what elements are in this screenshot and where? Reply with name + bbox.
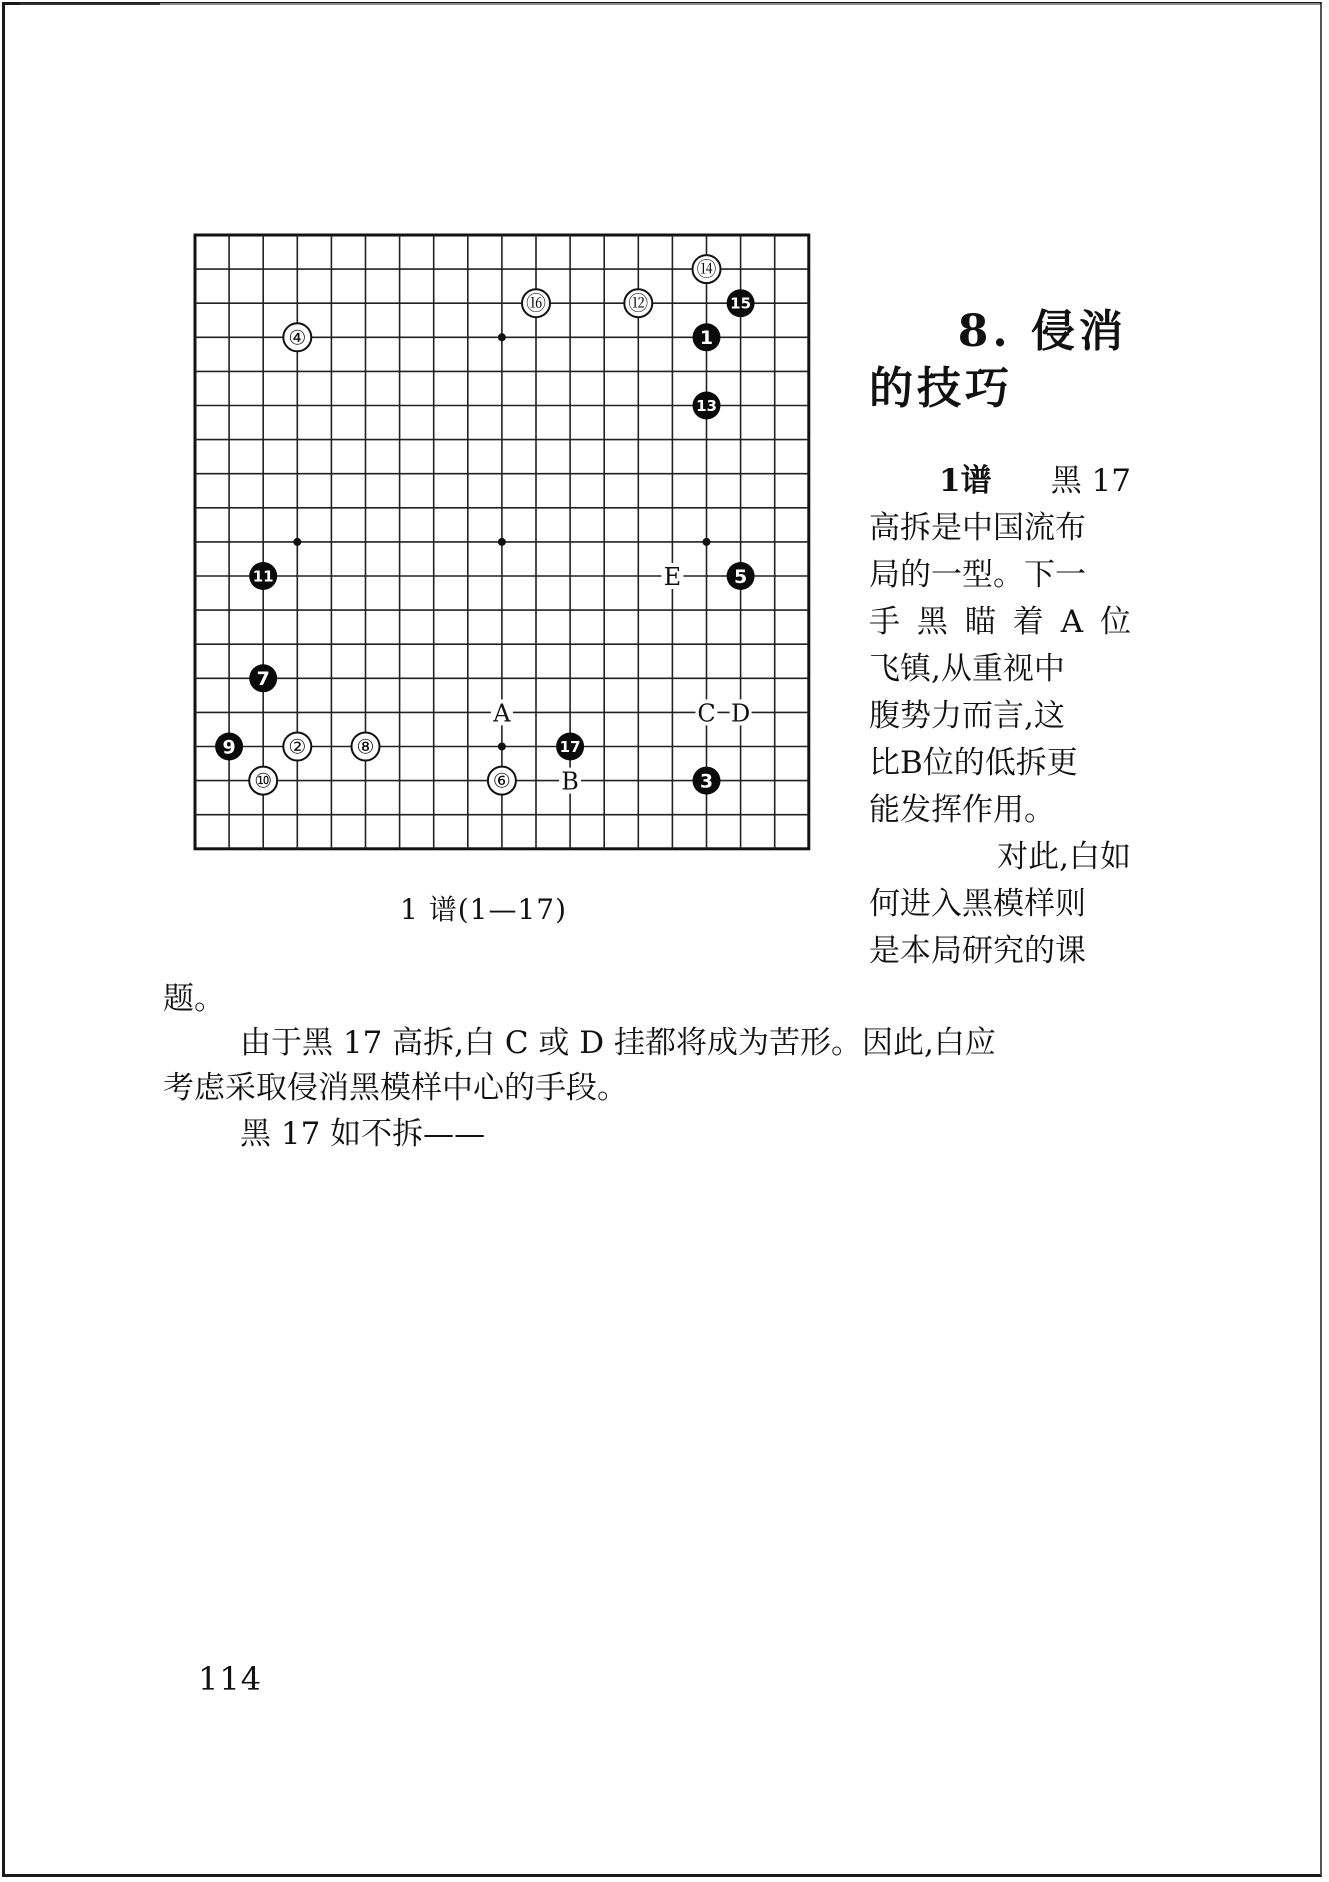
white-stone-number: ⑯ <box>526 291 546 316</box>
side-text-line <box>869 928 1131 975</box>
side-text-word: 飞镇,从重视中 <box>869 651 1065 687</box>
board-letter-b: B <box>561 767 579 796</box>
figure-caption: 1 谱(1—17) <box>400 893 568 926</box>
white-stone-number: ② <box>288 734 307 759</box>
side-text-line <box>869 505 1131 552</box>
black-stone-number: 13 <box>696 396 717 415</box>
white-stone-number: ⑭ <box>696 257 717 282</box>
black-stone-number: 3 <box>699 770 714 793</box>
black-stone-number: 7 <box>256 668 270 691</box>
side-text-word: 位 <box>1100 604 1131 640</box>
body-paragraph: 由于黑 17 高拆,白 C 或 D 挂都将成为苦形。因此,白应 <box>240 1025 996 1061</box>
side-text-word: 局的一型。下一 <box>869 557 1086 593</box>
side-text-word: 对此,白如 <box>997 839 1131 875</box>
page-number: 114 <box>198 1660 263 1698</box>
white-stone-number: ⑥ <box>492 768 511 793</box>
star-point <box>703 538 711 546</box>
side-text-line <box>869 787 1131 834</box>
black-stone-number: 17 <box>559 737 581 756</box>
side-text-line <box>869 834 1131 881</box>
side-text-word: 手 <box>869 604 900 640</box>
body-paragraph-line2: 考虑采取侵消黑模样中心的手段。 <box>163 1070 628 1106</box>
side-text-word: 何进入黑模样则 <box>869 886 1086 922</box>
board-letter-d: D <box>730 699 751 728</box>
star-point <box>498 538 506 546</box>
side-text-line <box>869 646 1131 693</box>
side-text-line <box>869 740 1131 787</box>
white-stone-number: ⑩ <box>254 768 273 793</box>
go-board-diagram <box>185 225 825 865</box>
scan-edge <box>160 3 1320 5</box>
black-stone-number: 9 <box>222 736 236 759</box>
body-paragraph-2: 黑 17 如不拆—— <box>240 1116 486 1152</box>
black-stone-number: 11 <box>252 567 274 586</box>
side-text-word: 着 <box>1012 604 1044 640</box>
side-text-word: 1谱 <box>939 463 992 499</box>
black-stone-number: 15 <box>730 294 752 313</box>
side-text-line <box>869 599 1131 646</box>
side-text-word: 是本局研究的课 <box>869 933 1086 969</box>
white-stone-number: ⑧ <box>356 734 375 759</box>
star-point <box>293 538 301 546</box>
side-text-word: 黑 17 <box>1050 463 1131 499</box>
side-text <box>869 458 1131 975</box>
black-stone-number: 5 <box>733 565 748 588</box>
side-text-word: 黑 <box>916 604 948 640</box>
board-letter-e: E <box>663 563 682 591</box>
star-point <box>498 743 506 751</box>
side-text-word: A <box>1060 604 1084 640</box>
body-continuation: 题。 <box>163 981 225 1017</box>
section-title: 8. 侵消 <box>957 306 1127 357</box>
white-stone-number: ④ <box>288 325 307 350</box>
side-text-line <box>869 881 1131 928</box>
side-text-word: 高拆是中国流布 <box>869 510 1086 546</box>
section-title-line2: 的技巧 <box>869 363 1013 414</box>
side-text-line <box>869 693 1131 740</box>
board-letter-c: C <box>697 699 716 728</box>
side-text-word: 瞄 <box>964 604 996 640</box>
star-point <box>498 333 506 341</box>
black-stone-number: 1 <box>699 327 714 350</box>
side-text-word: 能发挥作用。 <box>869 792 1055 828</box>
side-text-line <box>869 552 1131 599</box>
side-text-word: 腹势力而言,这 <box>869 698 1065 734</box>
board-letter-a: A <box>493 699 511 728</box>
white-stone-number: ⑫ <box>628 291 649 316</box>
side-text-word: 比B位的低拆更 <box>869 745 1078 781</box>
scan-edge <box>20 3 160 5</box>
side-text-line <box>869 458 1131 505</box>
